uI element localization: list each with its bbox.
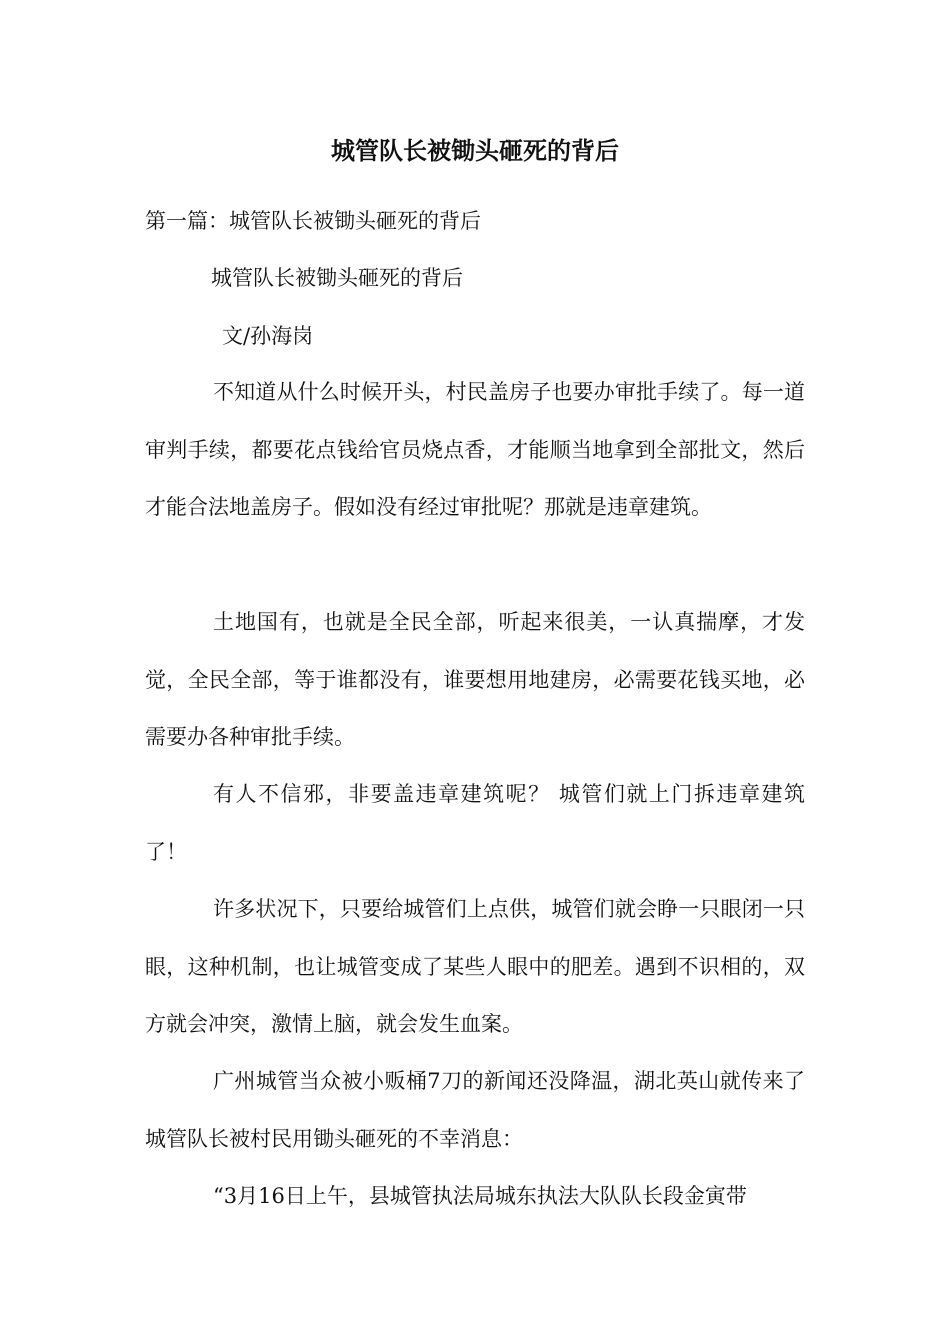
- chapter-heading: 第一篇：城管队长被锄头砸死的背后: [145, 209, 481, 233]
- paragraph: 不知道从什么时候开头，村民盖房子也要办审批手续了。每一道审判手续，都要花点钱给官员烧点香，才能顺当地拿到全部批文，然后才能合法地盖房子。假如没有经过审批呢？那就是违章建筑。: [145, 380, 805, 519]
- paragraph: 有人不信邪，非要盖违章建筑呢？ 城管们就上门拆违章建筑了！: [145, 782, 805, 864]
- document-title: 城管队长被锄头砸死的背后: [331, 136, 619, 165]
- paragraph: 广州城管当众被小贩桶7刀的新闻还没降温，湖北英山就传来了城管队长被村民用锄头砸死的不幸消息：: [145, 1069, 805, 1151]
- paragraph: 许多状况下，只要给城管们上点供，城管们就会睁一只眼闭一只眼，这种机制，也让城管变成了某些人眼中的肥差。遇到不识相的，双方就会冲突，激情上脑，就会发生血案。: [145, 897, 805, 1036]
- article-subtitle: 城管队长被锄头砸死的背后: [211, 266, 463, 290]
- paragraph: 土地国有，也就是全民全部，听起来很美，一认真揣摩，才发觉，全民全部，等于谁都没有，谁要想用地建房，必需要花钱买地，必需要办各种审批手续。: [145, 610, 805, 749]
- paragraph: “3月16日上午，县城管执法局城东执法大队队长段金寅带: [213, 1184, 747, 1208]
- article-byline: 文/孙海岗: [222, 324, 314, 348]
